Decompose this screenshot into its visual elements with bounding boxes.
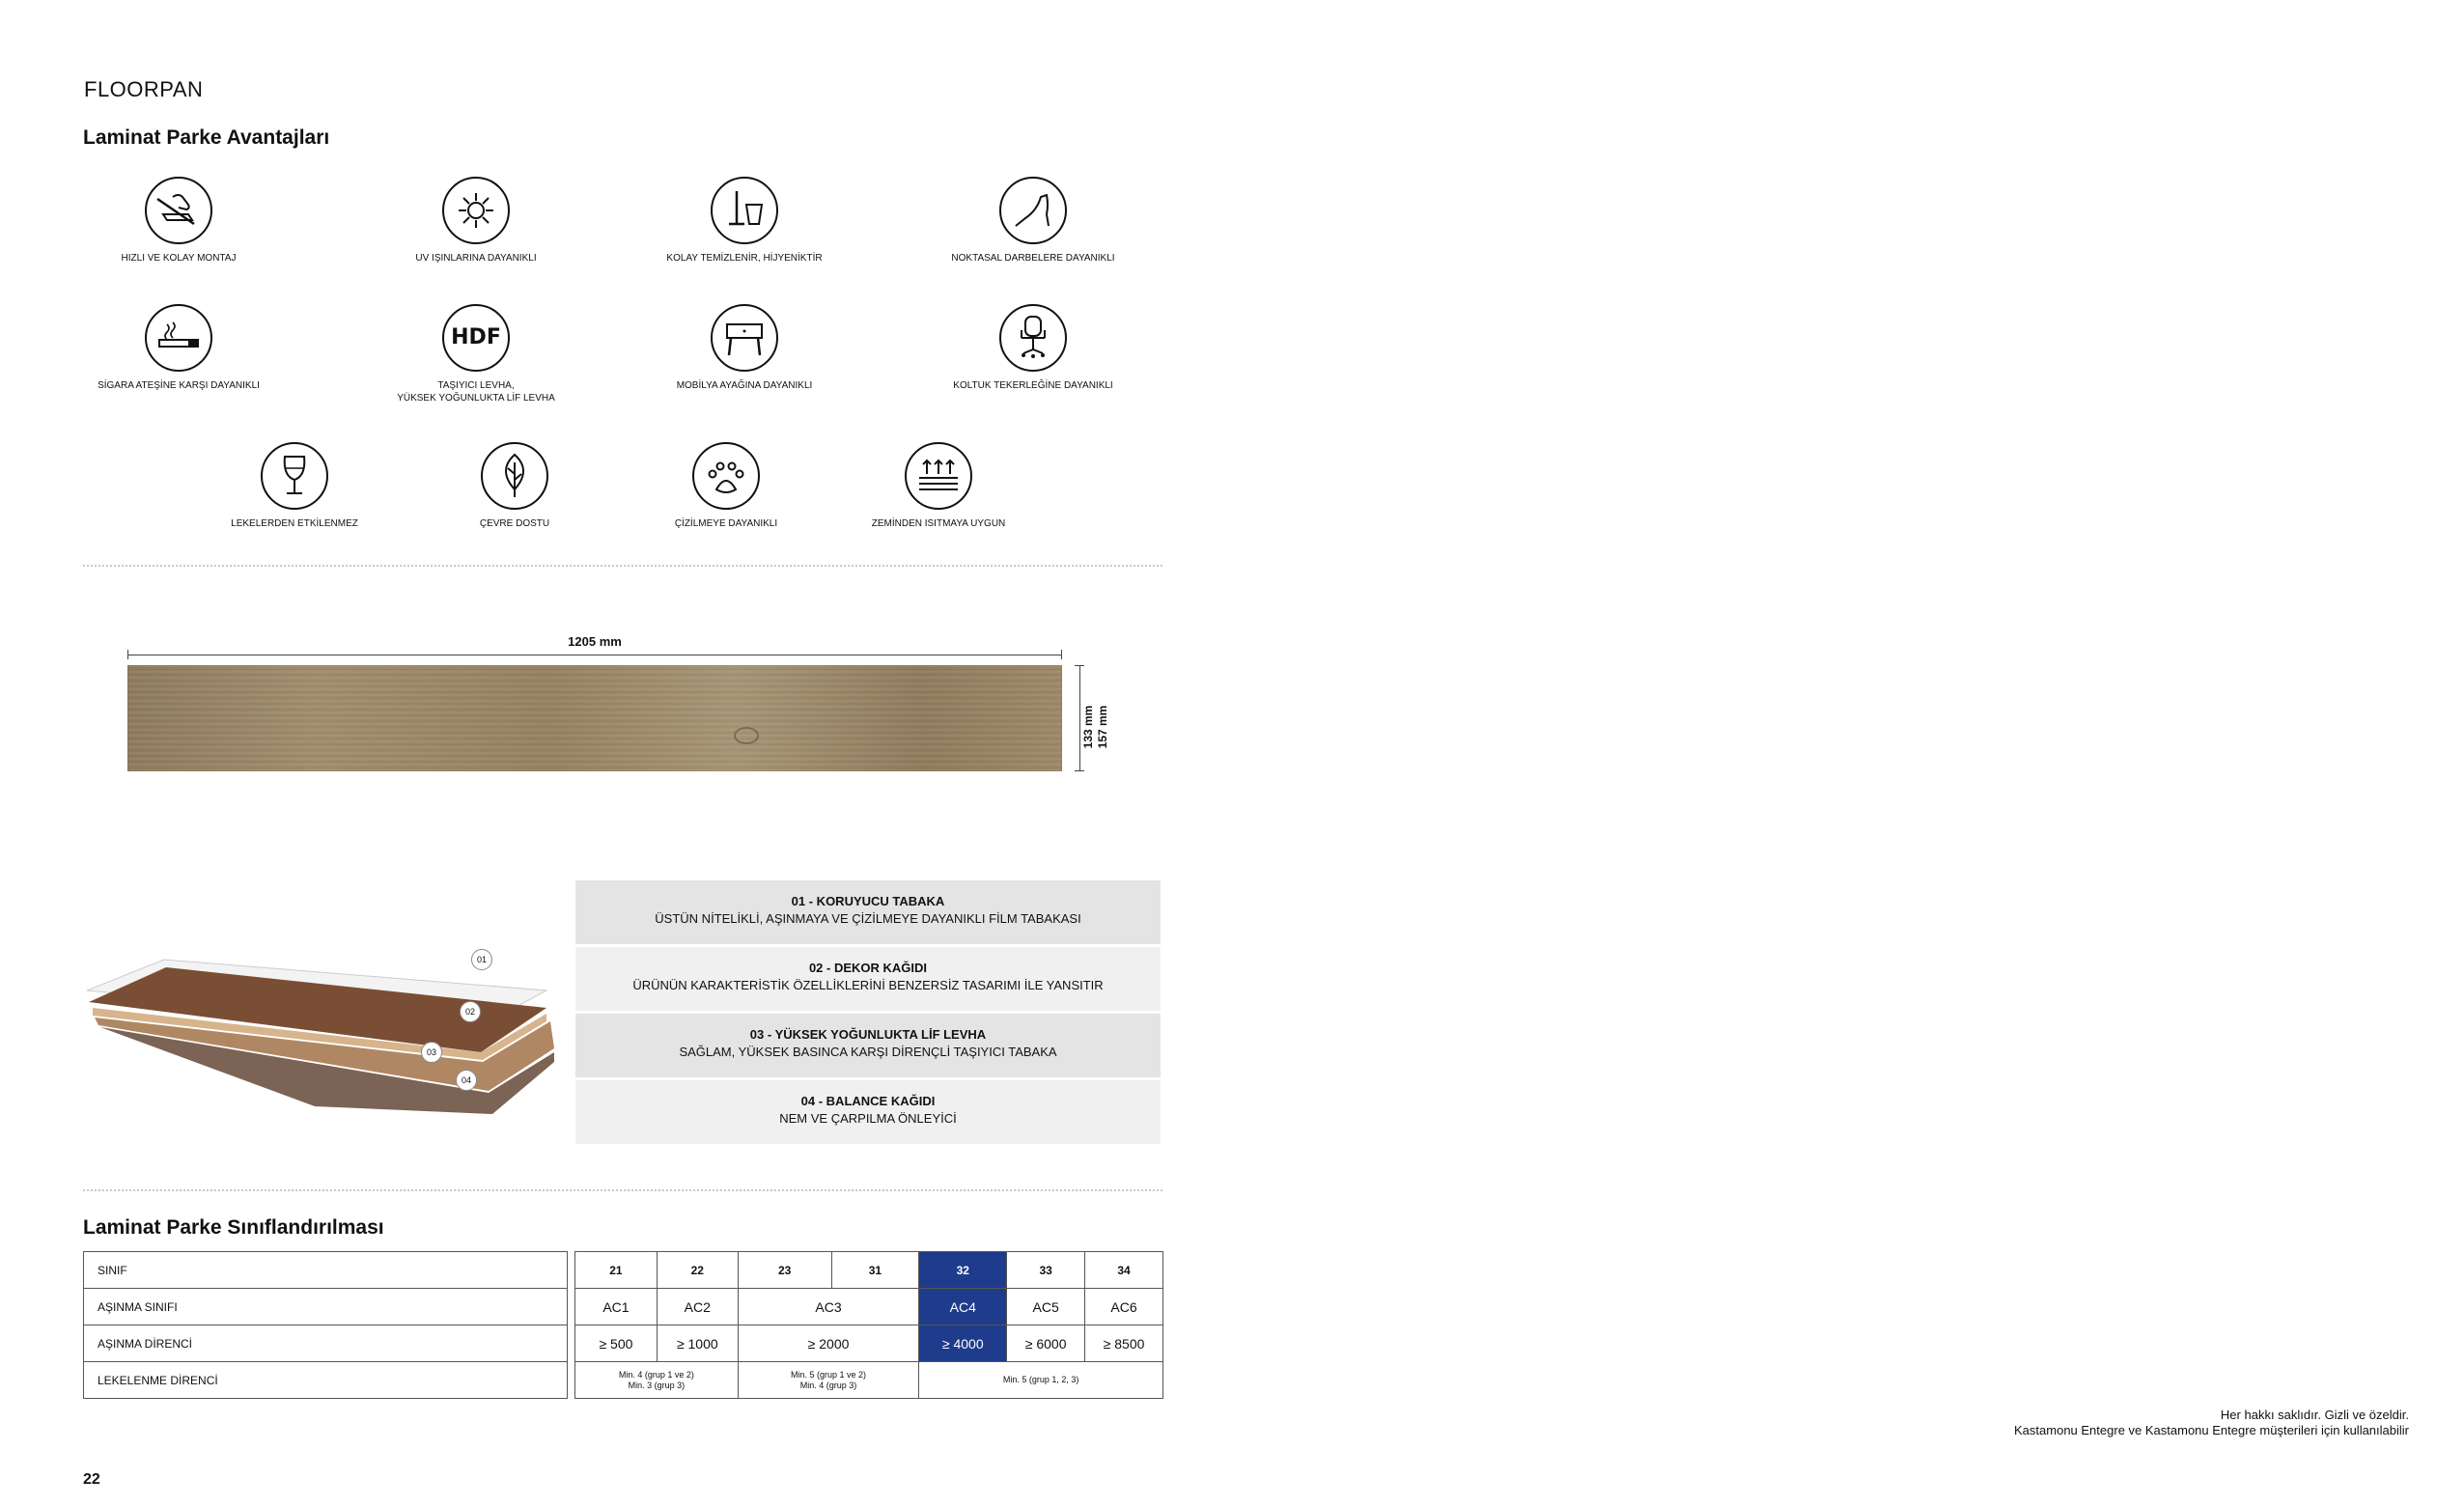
feature-label: TAŞIYICI LEVHA, YÜKSEK YOĞUNLUKTA LİF LEVHA (397, 380, 555, 404)
stain-line: Min. 5 (grup 1 ve 2) (791, 1369, 867, 1380)
cigarette-icon (144, 303, 213, 373)
copyright-line-2: Kastamonu Entegre ve Kastamonu Entegre müşterileri için kullanılabilir (2014, 1423, 2409, 1437)
copyright-line-1: Her hakkı saklıdır. Gizli ve özeldir. (2220, 1408, 2409, 1422)
hdf-icon (441, 303, 511, 373)
width-tick (1075, 770, 1084, 771)
layer-title: 01 - KORUYUCU TABAKA (791, 894, 945, 908)
feature-item (169, 441, 420, 530)
feature-label: ZEMİNDEN ISITMAYA UYGUN (871, 518, 1006, 529)
hand-install-icon (144, 176, 213, 245)
layer-desc: SAĞLAM, YÜKSEK BASINCA KARŞI DİRENÇLİ TAŞIYICI TABAKA (679, 1045, 1057, 1059)
classification-title: Laminat Parke Sınıflandırılması (83, 1216, 384, 1239)
class-cell-highlighted: 32 (919, 1252, 1007, 1289)
plank-image (127, 665, 1062, 771)
layer-title: 03 - YÜKSEK YOĞUNLUKTA LİF LEVHA (749, 1027, 987, 1042)
floor-heating-icon (904, 441, 973, 511)
feature-item (350, 303, 602, 404)
width-tick (1075, 665, 1084, 666)
layer-desc: NEM VE ÇARPILMA ÖNLEYİCİ (779, 1111, 957, 1126)
class-cell: 33 (1007, 1252, 1085, 1289)
row-label: LEKELENME DİRENCİ (84, 1362, 568, 1399)
width-label-a: 133 mm (1081, 705, 1095, 749)
stain-resistance-cell (738, 1362, 919, 1399)
feature-label: UV IŞINLARINA DAYANIKLI (415, 253, 537, 264)
layer-badge-04: 04 (456, 1070, 477, 1091)
feature-label: SİGARA ATEŞİNE KARŞI DAYANIKLI (98, 380, 260, 391)
width-labels (1081, 683, 1114, 770)
feature-label: KOLTUK TEKERLEĞİNE DAYANIKLI (953, 380, 1113, 391)
length-label: 1205 mm (568, 634, 622, 649)
office-chair-icon (998, 303, 1068, 373)
feature-item (53, 303, 304, 392)
layer-description (575, 1080, 1161, 1144)
copyright-notice (2014, 1408, 2409, 1438)
abrasion-class-cell: AC2 (657, 1289, 738, 1325)
stain-line: Min. 3 (grup 3) (628, 1380, 686, 1390)
layer-desc: ÜRÜNÜN KARAKTERİSTİK ÖZELLİKLERİNİ BENZERSİZ TASARIMI İLE YANSITIR (632, 978, 1104, 992)
layer-badge-01: 01 (471, 949, 492, 970)
feature-label: LEKELERDEN ETKİLENMEZ (231, 518, 358, 529)
feature-item (908, 176, 1159, 265)
layer-title: 02 - DEKOR KAĞIDI (808, 961, 928, 975)
stain-line: Min. 4 (grup 3) (799, 1380, 857, 1390)
row-label: SINIF (84, 1252, 568, 1289)
layer-badge-03: 03 (421, 1042, 442, 1063)
feature-label: KOLAY TEMİZLENİR, HİJYENİKTİR (666, 253, 823, 264)
length-tick (127, 650, 128, 659)
feature-label: MOBİLYA AYAĞINA DAYANIKLI (676, 380, 813, 391)
brand-name: FLOORPAN (84, 77, 204, 101)
width-dimension-line (1079, 665, 1080, 771)
width-label-b: 157 mm (1096, 705, 1109, 749)
feature-item (619, 303, 870, 392)
abrasion-class-cell: AC1 (575, 1289, 658, 1325)
feature-label: NOKTASAL DARBELERE DAYANIKLI (951, 253, 1115, 264)
feature-item (813, 441, 1064, 530)
plank-knot (734, 727, 759, 744)
feature-label: ÇEVRE DOSTU (479, 518, 550, 529)
class-cell: 34 (1085, 1252, 1163, 1289)
abrasion-resistance-cell: ≥ 2000 (738, 1325, 919, 1362)
paw-icon (691, 441, 761, 511)
class-cell: 23 (738, 1252, 831, 1289)
layer-desc: ÜSTÜN NİTELİKLİ, AŞINMAYA VE ÇİZİLMEYE DAYANIKLI FİLM TABAKASI (655, 911, 1081, 926)
layers-illustration (83, 907, 566, 1130)
section-divider (83, 565, 1162, 567)
feature-item (619, 176, 870, 265)
feature-item (53, 176, 304, 265)
classification-values-table (574, 1251, 1163, 1399)
feature-item (908, 303, 1159, 392)
stain-line: Min. 4 (grup 1 ve 2) (618, 1369, 694, 1380)
page-number: 22 (83, 1471, 100, 1488)
layer-description (575, 947, 1161, 1011)
abrasion-class-cell: AC3 (738, 1289, 919, 1325)
furniture-icon (710, 303, 779, 373)
layer-description (575, 1014, 1161, 1077)
feature-label: HIZLI VE KOLAY MONTAJ (121, 253, 237, 264)
stain-line: Min. 5 (grup 1, 2, 3) (1002, 1375, 1079, 1384)
leaf-icon (480, 441, 549, 511)
classification-labels-table (83, 1251, 568, 1399)
class-cell: 31 (831, 1252, 919, 1289)
stain-resistance-cell (919, 1362, 1163, 1399)
layer-title: 04 - BALANCE KAĞIDI (800, 1094, 936, 1108)
row-label: AŞINMA SINIFI (84, 1289, 568, 1325)
sun-icon (441, 176, 511, 245)
feature-item (350, 176, 602, 265)
abrasion-resistance-cell-highlighted: ≥ 4000 (919, 1325, 1007, 1362)
section-divider (83, 1189, 1162, 1191)
row-label: AŞINMA DİRENCİ (84, 1325, 568, 1362)
abrasion-class-cell-highlighted: AC4 (919, 1289, 1007, 1325)
class-cell: 21 (575, 1252, 658, 1289)
abrasion-resistance-cell: ≥ 1000 (657, 1325, 738, 1362)
advantages-title: Laminat Parke Avantajları (83, 126, 330, 149)
layer-description (575, 880, 1161, 944)
abrasion-class-cell: AC5 (1007, 1289, 1085, 1325)
stain-resistance-cell (575, 1362, 739, 1399)
abrasion-resistance-cell: ≥ 6000 (1007, 1325, 1085, 1362)
feature-label: ÇİZİLMEYE DAYANIKLI (674, 518, 778, 529)
abrasion-resistance-cell: ≥ 500 (575, 1325, 658, 1362)
high-heel-icon (998, 176, 1068, 245)
class-cell: 22 (657, 1252, 738, 1289)
hdf-icon-text: HDF (451, 325, 501, 349)
abrasion-resistance-cell: ≥ 8500 (1085, 1325, 1163, 1362)
mop-bucket-icon (710, 176, 779, 245)
abrasion-class-cell: AC6 (1085, 1289, 1163, 1325)
wine-glass-icon (260, 441, 329, 511)
length-tick (1061, 650, 1062, 659)
layer-badge-02: 02 (460, 1001, 481, 1022)
